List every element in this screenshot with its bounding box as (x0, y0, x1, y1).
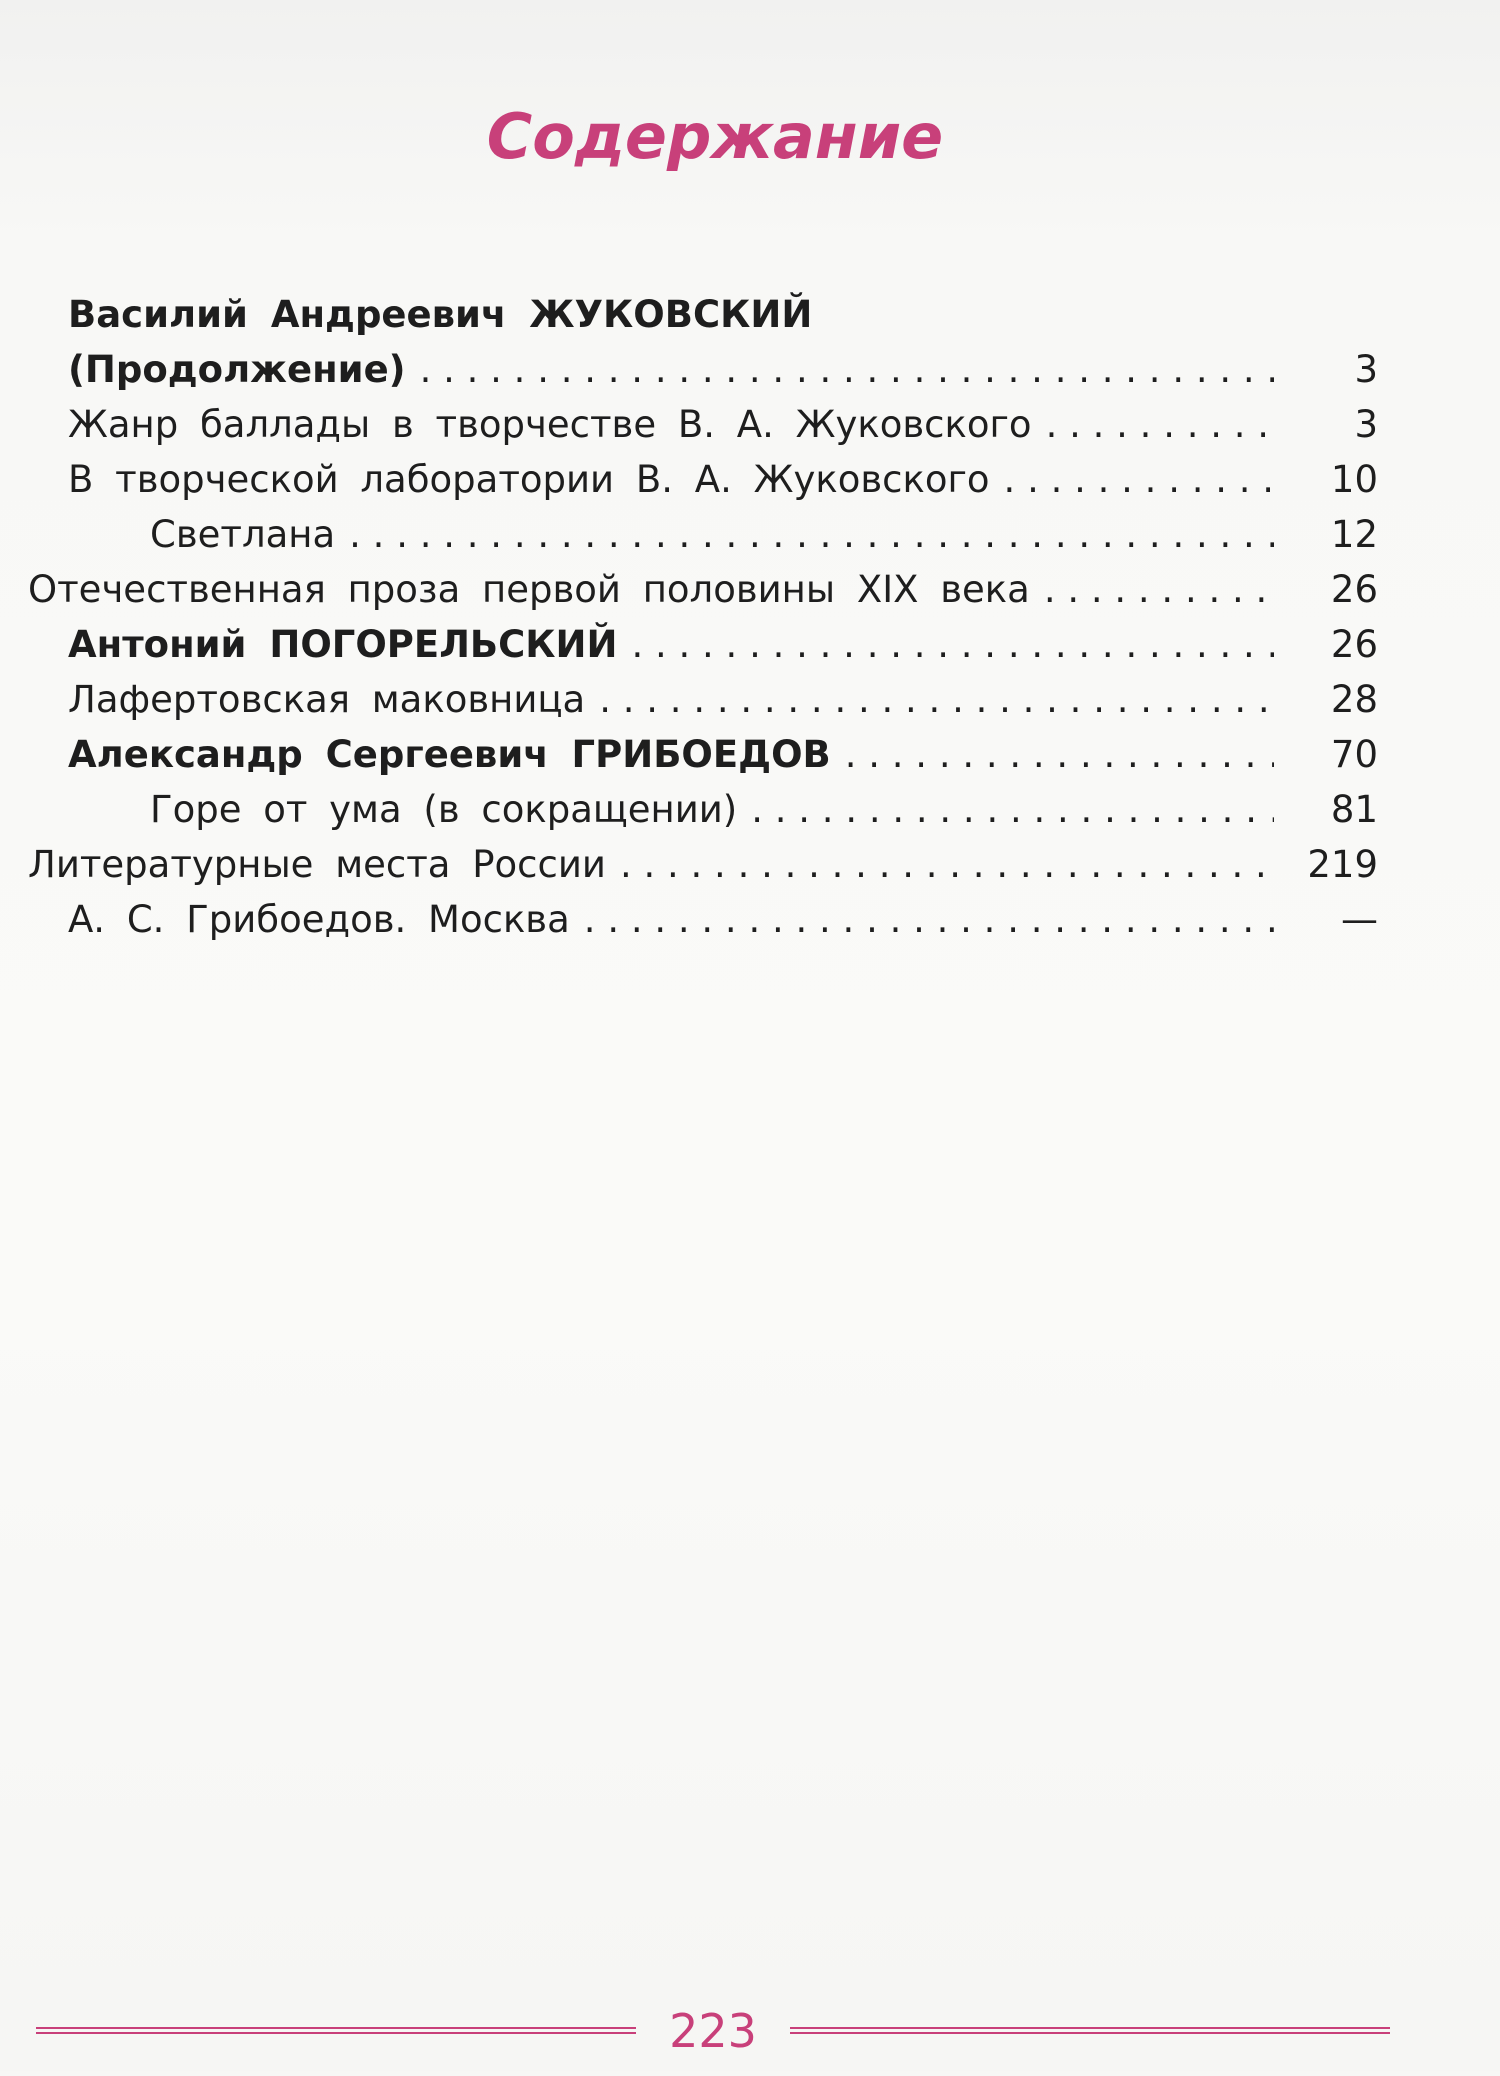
toc-entry-griboedov-moscow[interactable] (68, 895, 1378, 945)
toc-entry-pogorelsky[interactable] (68, 620, 1378, 670)
toc-entry-text: Александр Сергеевич ГРИБОЕДОВ (68, 733, 831, 776)
toc-entry-griboedov[interactable] (68, 730, 1378, 780)
toc-entry-zhukovsky-continuation[interactable] (68, 345, 1378, 395)
footer-rule-left (36, 2027, 636, 2034)
toc-entry-page: 219 (1307, 843, 1378, 886)
toc-entry-literary-places[interactable] (28, 840, 1378, 890)
toc-entry-page: 70 (1330, 733, 1378, 776)
toc-leader-dots (1004, 455, 1274, 505)
toc-entry-page: 3 (1354, 403, 1378, 446)
toc-entry-page: 81 (1330, 788, 1378, 831)
toc-entry-page: — (1341, 898, 1378, 941)
toc-entry-text: Лафертовская маковница (68, 678, 586, 721)
toc-entry-creative-lab[interactable] (68, 455, 1378, 505)
toc-entry-lafertovskaya[interactable] (68, 675, 1378, 725)
toc-leader-dots (631, 620, 1274, 670)
toc-leader-dots (420, 345, 1274, 395)
toc-entry-page: 10 (1330, 458, 1378, 501)
toc-entry-zhukovsky-heading[interactable] (68, 290, 1068, 340)
toc-leader-dots (349, 510, 1274, 560)
footer-rule-right (790, 2027, 1390, 2034)
page-title: Содержание (486, 100, 944, 173)
toc-entry-page: 12 (1330, 513, 1378, 556)
toc-entry-ballad-genre[interactable] (68, 400, 1378, 450)
toc-entry-page: 26 (1330, 623, 1378, 666)
toc-leader-dots (599, 675, 1274, 725)
toc-entry-svetlana[interactable] (150, 510, 1378, 560)
toc-entry-text: Горе от ума (в сокращении) (150, 788, 738, 831)
page-number: 223 (669, 2004, 757, 2058)
toc-leader-dots (751, 785, 1274, 835)
toc-entry-text: А. С. Грибоедов. Москва (68, 898, 570, 941)
toc-entry-page: 28 (1330, 678, 1378, 721)
toc-leader-dots (1044, 565, 1274, 615)
toc-entry-text: (Продолжение) (68, 348, 406, 391)
toc-entry-national-prose[interactable] (28, 565, 1378, 615)
toc-entry-text: Светлана (150, 513, 336, 556)
toc-entry-text: Отечественная проза первой половины XIX века (28, 568, 1030, 611)
toc-entry-page: 26 (1330, 568, 1378, 611)
toc-entry-text: Антоний ПОГОРЕЛЬСКИЙ (68, 623, 618, 666)
toc-entry-text: Литературные места России (28, 843, 606, 886)
toc-leader-dots (620, 840, 1274, 890)
toc-entry-page: 3 (1354, 348, 1378, 391)
page-footer (0, 2004, 1500, 2076)
toc-entry-text: Жанр баллады в творчестве В. А. Жуковского (68, 403, 1032, 446)
toc-leader-dots (845, 730, 1274, 780)
toc-entry-text: Василий Андреевич ЖУКОВСКИЙ (68, 293, 813, 336)
toc-leader-dots (584, 895, 1274, 945)
toc-entry-text: В творческой лаборатории В. А. Жуковского (68, 458, 990, 501)
toc-entry-gore-ot-uma[interactable] (150, 785, 1378, 835)
toc-leader-dots (1046, 400, 1274, 450)
